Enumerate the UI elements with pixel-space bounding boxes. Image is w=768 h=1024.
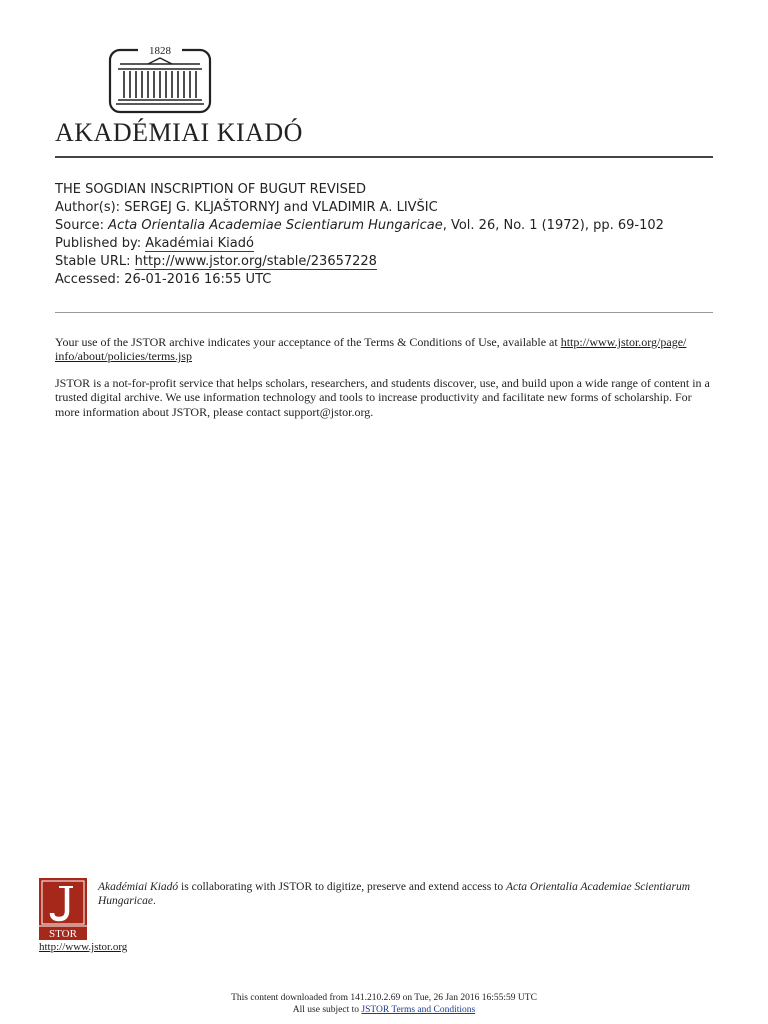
jstor-logo bbox=[39, 878, 87, 940]
terms-text: Your use of the JSTOR archive indicates your acceptance of the Terms & Conditions of Use, available at bbox=[55, 335, 561, 349]
download-note bbox=[0, 993, 768, 1016]
jstor-url bbox=[39, 941, 127, 953]
terms-paragraph bbox=[55, 335, 715, 364]
jstor-description: JSTOR is a not-for-profit service that helps scholars, researchers, and students discover, use, and build upon a wide range of content in a trusted digital archive. We use information technology and tools to increase productivity and facilitate new forms of scholarship. For more information about JSTOR, please contact support@jstor.org. bbox=[55, 375, 710, 419]
accessed-line bbox=[55, 271, 664, 289]
collab-journal: Acta Orientalia Academiae Scientiarum Hungaricae bbox=[98, 881, 691, 907]
jstor-home-link[interactable]: http://www.jstor.org bbox=[39, 941, 128, 953]
collaboration-note bbox=[98, 880, 730, 908]
authors-label: Author(s): bbox=[55, 200, 121, 216]
stable-url-line bbox=[55, 253, 664, 271]
authors-line bbox=[55, 199, 664, 217]
terms-footer-line bbox=[0, 1005, 768, 1017]
source-details: , Vol. 26, No. 1 (1972), pp. 69-102 bbox=[442, 218, 664, 234]
terms-link-part2: info/about/policies/terms.jsp bbox=[55, 349, 192, 364]
jstor-logo-text: STOR bbox=[49, 928, 77, 940]
logo-year: 1828 bbox=[149, 45, 171, 57]
citation-block bbox=[55, 181, 664, 290]
published-line bbox=[55, 235, 664, 253]
accessed-date: 26-01-2016 16:55 UTC bbox=[124, 272, 272, 288]
collab-publisher: Akadémiai Kiadó bbox=[98, 881, 179, 893]
stable-url-link[interactable]: http://www.jstor.org/stable/23657228 bbox=[134, 254, 377, 270]
collab-text: is collaborating with JSTOR to digitize, preserve and extend access to bbox=[178, 881, 506, 893]
article-title: THE SOGDIAN INSCRIPTION OF BUGUT REVISED bbox=[55, 182, 367, 197]
authors: SERGEJ G. KLJAŠTORNYJ and VLADIMIR A. LIVŠIC bbox=[124, 200, 438, 216]
stable-url-label: Stable URL: bbox=[55, 254, 131, 270]
accessed-label: Accessed: bbox=[55, 272, 121, 288]
source-journal: Acta Orientalia Academiae Scientiarum Hungaricae bbox=[108, 218, 443, 234]
section-divider bbox=[55, 312, 713, 313]
terms-block bbox=[55, 335, 715, 431]
collab-end: . bbox=[152, 895, 156, 907]
publisher-wordmark: AKADÉMIAI KIADÓ bbox=[55, 118, 303, 147]
source-line bbox=[55, 217, 664, 235]
terms-link-part1: http://www.jstor.org/page/ bbox=[560, 335, 687, 349]
source-label: Source: bbox=[55, 218, 105, 234]
published-label: Published by: bbox=[55, 236, 142, 252]
header-divider bbox=[55, 156, 713, 158]
academy-building-logo bbox=[108, 42, 212, 114]
subject-prefix: All use subject to bbox=[292, 1004, 362, 1015]
download-line: This content downloaded from 141.210.2.69 on Tue, 26 Jan 2016 16:55:59 UTC bbox=[231, 993, 537, 1003]
jstor-terms-link[interactable]: JSTOR Terms and Conditions bbox=[361, 1004, 476, 1015]
publisher-link[interactable]: Akadémiai Kiadó bbox=[145, 236, 254, 252]
